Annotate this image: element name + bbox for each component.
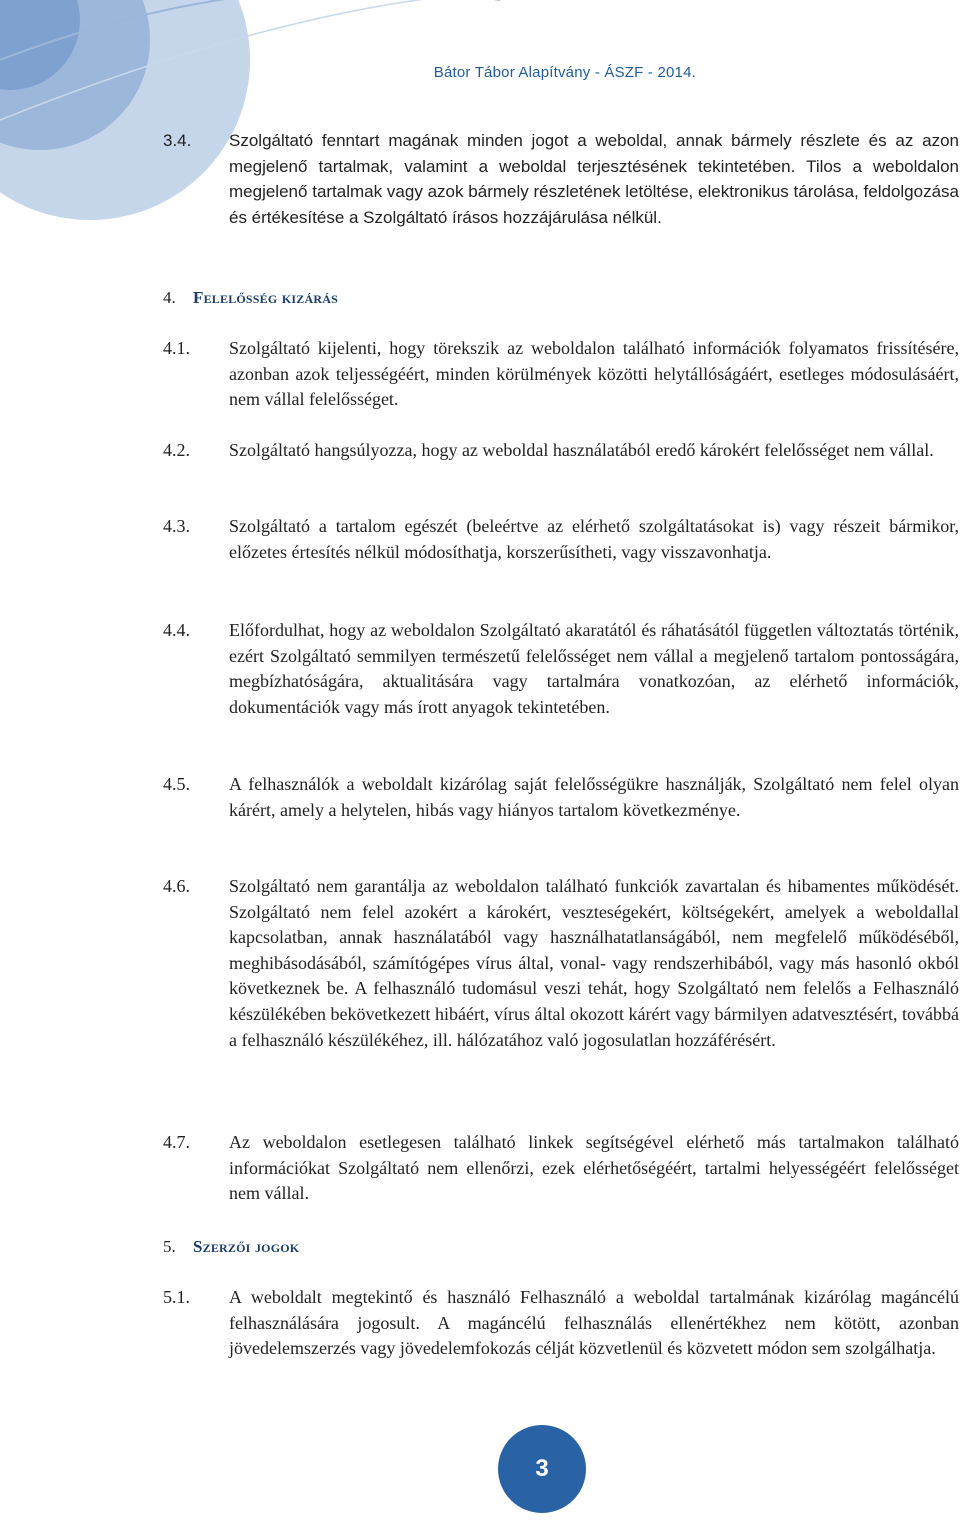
paragraph-number: 4.7. [163, 1132, 190, 1152]
paragraph-number: 4.2. [163, 440, 190, 460]
paragraph-number: 5.1. [163, 1287, 190, 1307]
page-header: Bátor Tábor Alapítvány - ÁSZF - 2014. [433, 64, 696, 81]
section-title: Felelősség kizárás [193, 288, 338, 307]
paragraph-4-1 [163, 336, 959, 413]
paragraph-number: 4.1. [163, 338, 190, 358]
paragraph-4-3 [163, 514, 959, 565]
page-number-badge [498, 1425, 586, 1513]
paragraph-text: Előfordulhat, hogy az weboldalon Szolgáltató akaratától és ráhatásától független változtatás történik, ezért Szolgáltató semmilyen természetű felelősséget nem vállal a megjelenő tartalom pontosságára, megbízhatóságára, aktualitására vagy tartalmára vonatkozóan, az elérhető információk, dokumentációk vagy más írott anyagok tekintetében. [229, 620, 959, 717]
paragraph-number: 3.4. [163, 131, 192, 150]
paragraph-number: 4.6. [163, 876, 190, 896]
paragraph-4-5 [163, 772, 959, 823]
section-heading-5 [163, 1237, 299, 1257]
paragraph-text: Szolgáltató kijelenti, hogy törekszik az weboldalon található információk folyamatos frissítésére, azonban azok teljességéért, minden körülmények közötti helytállóságáért, esetleges módosulásáért, nem vállal felelősséget. [229, 338, 959, 410]
paragraph-4-7 [163, 1130, 959, 1207]
paragraph-text: Az weboldalon esetlegesen található linkek segítségével elérhető más tartalmakon található információkat Szolgáltató nem ellenőrzi, ezek elérhetőségéért, tartalmi helyességéért felelősséget nem vállal. [229, 1132, 959, 1204]
paragraph-text: Szolgáltató nem garantálja az weboldalon található funkciók zavartalan és hibamentes működését. Szolgáltató nem felel azokért a károkért, veszteségekért, költségekért, amelyek a weboldallal kapcsolatban, annak használatából vagy használhatatlanságából, nem megfelelő működéséből, meghibásodásából, számítógépes vírus által, vonal- vagy rendszerhibából, vagy más hasonló okból következnek be. A felhasználó tudomásul veszi tehát, hogy Szolgáltató nem felelős a Felhasználó készülékében bekövetkezett hibáért, vírus által okozott kárért vagy bármilyen adatvesztésért, továbbá a felhasználó készülékéhez, ill. hálózatához való jogosulatlan hozzáférésért. [229, 876, 959, 1050]
section-title: Szerzői jogok [193, 1237, 300, 1256]
paragraph-number: 4.3. [163, 516, 190, 536]
paragraph-text: Szolgáltató hangsúlyozza, hogy az weboldal használatából eredő károkért felelősséget nem vállal. [229, 440, 934, 460]
paragraph-number: 4.4. [163, 620, 190, 640]
section-number: 4. [163, 288, 176, 307]
paragraph-3-4 [163, 128, 959, 230]
paragraph-text: A weboldalt megtekintő és használó Felhasználó a weboldal tartalmának kizárólag magáncélú felhasználására jogosult. A magáncélú felhasználás ellenértékhez nem kötött, azonban jövedelemszerzés vagy jövedelemfokozás célját közvetlenül és közvetett módon sem szolgálhatja. [229, 1287, 959, 1359]
paragraph-4-4 [163, 618, 959, 720]
section-heading-4 [163, 288, 338, 308]
paragraph-4-6 [163, 874, 959, 1053]
paragraph-4-2 [163, 438, 959, 464]
paragraph-5-1 [163, 1285, 959, 1362]
paragraph-text: Szolgáltató fenntart magának minden jogot a weboldal, annak bármely részlete és az azon megjelenő tartalmak, valamint a weboldal terjesztésének tekintetében. Tilos a weboldalon megjelenő tartalmak vagy azok bármely részletének letöltése, elektronikus tárolása, feldolgozása és értékesítése a Szolgáltató írásos hozzájárulása nélkül. [229, 131, 959, 227]
page-number: 3 [535, 1455, 549, 1482]
section-number: 5. [163, 1237, 176, 1256]
paragraph-text: A felhasználók a weboldalt kizárólag saját felelősségükre használják, Szolgáltató nem felel olyan kárért, amely a helytelen, hibás vagy hiányos tartalom következménye. [229, 774, 959, 820]
paragraph-number: 4.5. [163, 774, 190, 794]
paragraph-text: Szolgáltató a tartalom egészét (beleértve az elérhető szolgáltatásokat is) vagy részeit bármikor, előzetes értesítés nélkül módosíthatja, korszerűsítheti, vagy visszavonhatja. [229, 516, 959, 562]
